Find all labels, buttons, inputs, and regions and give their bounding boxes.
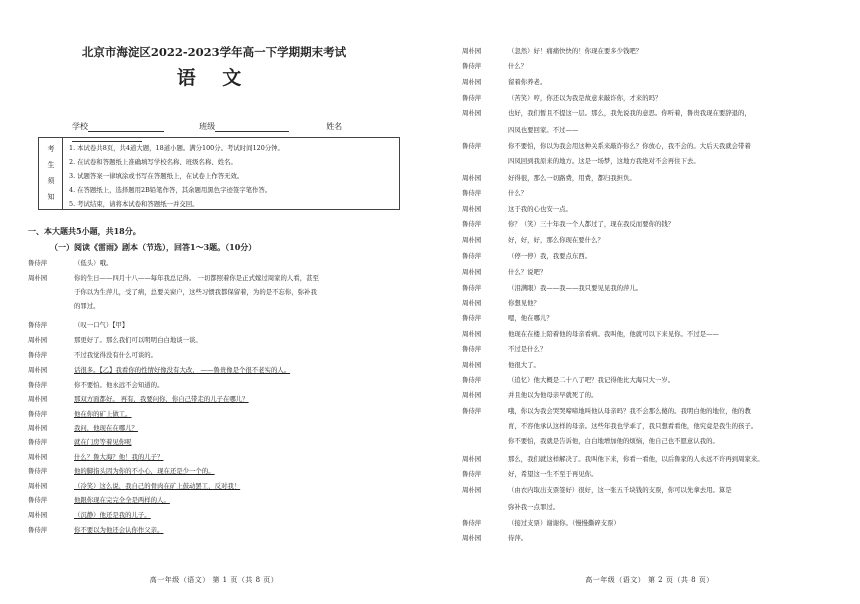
speaker-label: 鲁侍萍 — [28, 410, 48, 418]
dialogue-text: （苦笑）哼，你还以为我是故意来敲诈你，才来的吗？ — [508, 94, 662, 102]
dialogue-text: 这于我的心也安一点。 — [508, 205, 572, 213]
speaker-label: 周朴园 — [462, 455, 482, 463]
note-item: 2. 在试卷和答题纸上准确填写学校名称、班级名称、姓名。 — [69, 158, 237, 166]
speaker-label: 鲁侍萍 — [462, 470, 482, 478]
dialogue-text: 你不要怕。他永远不会知道的。 — [74, 381, 164, 389]
note-item: 5. 考试结束，请将本试卷和答题纸一并交回。 — [69, 200, 199, 208]
notes-side-char: 考 — [47, 145, 55, 153]
note-item: 1. 本试卷共8页，共4道大题，18道小题。满分100分。考试时间120分钟。 — [69, 144, 284, 152]
speaker-label: 鲁侍萍 — [462, 62, 482, 70]
speaker-label: 鲁侍萍 — [462, 519, 482, 527]
dialogue-text: 我问，他现在在哪儿？ — [74, 424, 138, 432]
speaker-label: 周朴园 — [462, 78, 482, 86]
note-item: 3. 试题答案一律填涂或书写在答题纸上，在试卷上作答无效。 — [69, 172, 244, 180]
dialogue-text: 好，好，好，那么你现在要什么？ — [508, 236, 604, 244]
dialogue-text: 什么？ — [508, 62, 528, 70]
dialogue-text: 留着你养老。 — [508, 78, 547, 86]
dialogue-text: 弥补我一点罪过。 — [508, 503, 560, 511]
school-field[interactable] — [88, 122, 164, 132]
speaker-label: 鲁侍萍 — [462, 314, 482, 322]
speaker-label: 周朴园 — [462, 205, 482, 213]
speaker-label: 鲁侍萍 — [462, 189, 482, 197]
speaker-label: 周朴园 — [462, 534, 482, 542]
speaker-label: 周朴园 — [462, 361, 482, 369]
dialogue-text: （泪满眼）我——我——我只要见见我的萍儿。 — [508, 284, 643, 292]
speaker-label: 鲁侍萍 — [462, 345, 482, 353]
speaker-label: 鲁侍萍 — [462, 407, 482, 415]
dialogue-text: 不过我觉得没有什么可谈的。 — [74, 351, 158, 359]
speaker-label: 鲁侍萍 — [462, 284, 482, 292]
dialogue-text: 就在门房等着见你呢 — [74, 438, 132, 446]
speaker-label: 鲁侍萍 — [28, 381, 48, 389]
dialogue-text: 那双方面都好。 再有，我要问你，你自己带走的儿子在哪儿？ — [74, 395, 249, 403]
dialogue-text: 嗯，他在哪儿？ — [508, 314, 553, 322]
dialogue-text: （冷笑）这么说，我自己的骨肉在矿上鼓动罢工，反对我！ — [74, 482, 241, 490]
notes-side-char: 须 — [47, 177, 55, 185]
speaker-label: 周朴园 — [462, 109, 482, 117]
dialogue-text: 并且他以为他母亲早就死了的。 — [508, 391, 598, 399]
dialogue-text: 四凤回到我原来的地方。这是一场梦，这地方我绝对不会再住下去。 — [508, 157, 700, 165]
dialogue-text: 他很大了。 — [508, 361, 540, 369]
dialogue-text: 什么？说吧？ — [508, 268, 547, 276]
notes-list — [69, 141, 395, 211]
speaker-label: 鲁侍萍 — [28, 526, 48, 534]
dialogue-text: 你不要怕，你以为我会用这种关系来敲诈你么？你放心，我不会的。大后天我就会带着 — [508, 142, 751, 150]
dialogue-text: 你的生日——四月十八——每年我总记得。 一切都照着你是正式嫁过周家的人看，甚至 — [74, 274, 319, 282]
dialogue-text: 也好，我们暂且不提这一层。那么，我先说我的意思。你听着，鲁贵我现在要辞退的， — [508, 109, 751, 117]
dialogue-text: 不过是什么？ — [508, 345, 547, 353]
speaker-label: 周朴园 — [462, 174, 482, 182]
dialogue-text: （由衣内取出支票签好）很好，这一张五千块钱的支票，你可以先拿去用。算是 — [508, 486, 732, 494]
speaker-label: 周朴园 — [28, 336, 48, 344]
speaker-label: 鲁侍萍 — [28, 351, 48, 359]
dialogue-text: 什么？ — [508, 189, 528, 197]
page-left — [28, 0, 400, 604]
exam-notes-box — [38, 137, 400, 210]
dialogue-text: （低头）哦。 — [74, 259, 113, 267]
dialogue-text: （沉静）他还是我的儿子。 — [74, 511, 151, 519]
dialogue-text: 育，不容他承认这样的母亲。这些年我也学乖了，我只想看看他，他究竟是我生的孩子。 — [508, 422, 758, 430]
dialogue-text: 侍萍。 — [508, 534, 528, 542]
speaker-label: 鲁侍萍 — [28, 438, 48, 446]
speaker-label: 鲁侍萍 — [28, 259, 48, 267]
dialogue-text: 于你以为生萍儿，受了病，总要关窗户，这些习惯我都保留着，为的是不忘你，弥补我 — [74, 288, 317, 296]
class-label: 班级 — [199, 122, 216, 131]
speaker-label: 鲁侍萍 — [28, 467, 48, 475]
speaker-label: 周朴园 — [462, 330, 482, 338]
dialogue-text: 好得很，那么一切路费，用费，都归我担负。 — [508, 174, 636, 182]
dialogue-text: 哦，你以为我会哭哭啼啼地叫他认母亲吗？我不会那么傻的。我明白他的地位，他的教 — [508, 407, 751, 415]
exam-title: 北京市海淀区2022-2023学年高一下学期期末考试 — [81, 45, 347, 59]
section-heading: 一、本大题共5小题，共18分。 — [28, 226, 141, 236]
page-footer-left: 高一年级（语文） 第 1 页（共 8 页） — [149, 576, 279, 584]
dialogue-text: 的罪过。 — [74, 302, 100, 310]
dialogue-text: 话很多。【乙】我看你的性情好像没有大改， ——鲁贵像是个很不老实的人。 — [74, 366, 291, 374]
dialogue-text: 他跟你现在完完全全是两样的人。 — [74, 496, 170, 504]
dialogue-text: （忽然）好！痛痛快快的！你现在要多少钱吧？ — [508, 47, 643, 55]
speaker-label: 周朴园 — [462, 299, 482, 307]
class-field[interactable] — [215, 122, 289, 132]
speaker-label: 周朴园 — [462, 486, 482, 494]
speaker-label: 鲁侍萍 — [28, 321, 48, 329]
speaker-label: 周朴园 — [28, 453, 48, 461]
dialogue-text: 那么，我们就这样解决了。我叫他下来，你看一看他，以后鲁家的人永远不许再到周家来。 — [508, 455, 764, 463]
dialogue-text: （停一停）我，我要点东西。 — [508, 252, 592, 260]
page-footer-right: 高一年级（语文） 第 2 页（共 8 页） — [585, 576, 714, 584]
dialogue-text: 他现在在楼上陪着他的母亲看病。我叫他，他就可以下来见你。不过是—— — [508, 330, 719, 338]
speaker-label: 鲁侍萍 — [462, 142, 482, 150]
dialogue-text: 那更好了。那么我们可以明明白白地谈一谈。 — [74, 336, 202, 344]
speaker-label: 鲁侍萍 — [462, 376, 482, 384]
subject-title: 语 文 — [176, 67, 252, 89]
speaker-label: 周朴园 — [462, 268, 482, 276]
dialogue-text: 你？（笑）三十年我一个人都过了，现在我反而要你的钱？ — [508, 220, 675, 228]
speaker-label: 鲁侍萍 — [462, 252, 482, 260]
dialogue-text: 四凤也要回家。不过—— — [508, 126, 579, 134]
notes-side-char: 生 — [47, 161, 55, 169]
speaker-label: 周朴园 — [462, 391, 482, 399]
dialogue-text: 好，希望这一生不至于再见你。 — [508, 470, 598, 478]
speaker-label: 周朴园 — [28, 366, 48, 374]
dialogue-text: 他的脚指头因为你的不小心，现在还是少一个的。 — [74, 467, 215, 475]
dialogue-text: 你想见他？ — [508, 299, 540, 307]
speaker-label: 周朴园 — [28, 395, 48, 403]
school-label: 学校 — [72, 122, 88, 131]
dialogue-text: 他在你的矿上做工。 — [74, 410, 132, 418]
dialogue-text: （接过支票）谢谢你。（慢慢撕碎支票） — [508, 519, 620, 527]
section-subheading: （一）阅读《雷雨》剧本（节选），回答1～3题。（10分） — [50, 242, 257, 252]
note-item: 4. 在答题纸上，选择题用2B铅笔作答，其余题用黑色字迹签字笔作答。 — [69, 186, 272, 194]
speaker-label: 周朴园 — [28, 482, 48, 490]
speaker-label: 鲁侍萍 — [462, 220, 482, 228]
dialogue-text: （叹一口气）【甲】 — [74, 321, 129, 329]
notes-side-char: 知 — [47, 193, 55, 201]
speaker-label: 周朴园 — [462, 236, 482, 244]
name-label: 姓名 — [326, 122, 343, 131]
speaker-label: 周朴园 — [28, 274, 48, 282]
dialogue-text: 什么？鲁大海？他！我的儿子？ — [74, 453, 164, 461]
speaker-label: 周朴园 — [28, 511, 48, 519]
dialogue-text: 你不要怕，我就是告诉他，白白地增加他的烦恼，他自己也不愿意认我的。 — [508, 437, 719, 445]
speaker-label: 鲁侍萍 — [28, 496, 48, 504]
notes-side-label — [39, 138, 63, 209]
dialogue-text: 你不要以为他还会认你作父亲。 — [74, 526, 164, 534]
dialogue-text: （追忆）他大概是二十八了吧？我记得他比大海只大一岁。 — [508, 376, 675, 384]
speaker-label: 周朴园 — [28, 424, 48, 432]
speaker-label: 周朴园 — [462, 47, 482, 55]
page-right — [462, 0, 837, 604]
speaker-label: 鲁侍萍 — [462, 94, 482, 102]
